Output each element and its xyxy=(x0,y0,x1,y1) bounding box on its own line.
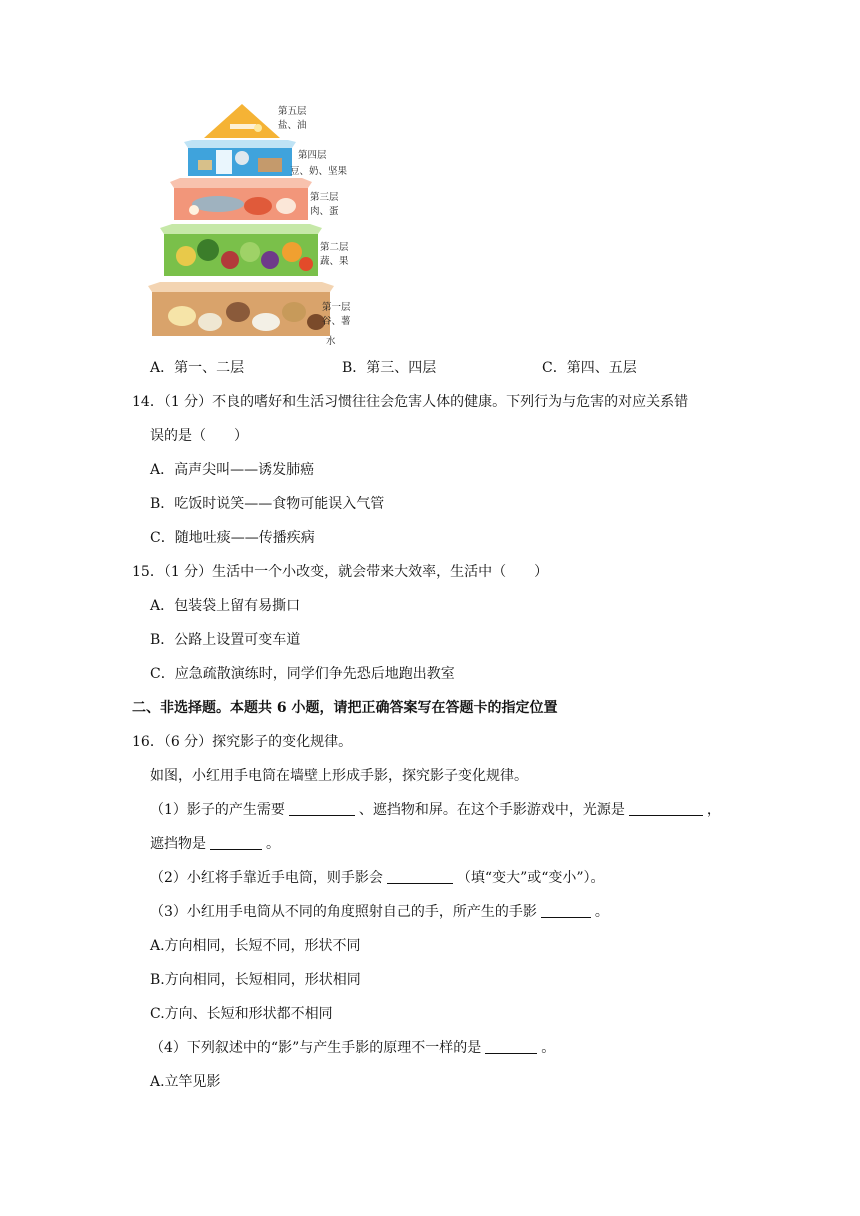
q16-intro: 如图，小红用手电筒在墙壁上形成手影，探究影子变化规律。 xyxy=(150,768,528,784)
q14-option-c: C．随地吐痰——传播疾病 xyxy=(150,530,315,546)
level-3-items: 肉、蛋 xyxy=(310,206,339,217)
q16-p3-option-b: B.方向相同，长短相同，形状相同 xyxy=(150,972,361,988)
q16-stem: 16．（6 分）探究影子的变化规律。 xyxy=(132,734,353,750)
q14-stem-line1: 14．（1 分）不良的嗜好和生活习惯往往会危害人体的健康。下列行为与危害的对应关系错 xyxy=(132,394,689,410)
q16-p1-text-a: （1）影子的产生需要 xyxy=(150,802,285,818)
level-5-name: 第五层 xyxy=(278,106,307,117)
level-2-name: 第二层 xyxy=(320,242,349,253)
q16-p1-text-e: 。 xyxy=(266,836,280,852)
q14-stem-line2: 误的是（ ） xyxy=(150,428,248,444)
answer-blank-6[interactable] xyxy=(485,1039,537,1054)
level-3-name: 第三层 xyxy=(310,192,339,203)
q16-p3-option-a: A.方向相同，长短不同，形状不同 xyxy=(150,938,361,954)
q15-option-a: A．包装袋上留有易撕口 xyxy=(150,598,301,614)
answer-blank-2[interactable] xyxy=(629,801,703,816)
level-4-name: 第四层 xyxy=(298,150,327,161)
q16-p1-text-c: ， xyxy=(706,802,721,818)
q14-option-b: B．吃饭时说笑——食物可能误入气管 xyxy=(150,496,385,512)
q15-option-b: B．公路上设置可变车道 xyxy=(150,632,301,648)
q16-p2-text-a: （2）小红将手靠近手电筒，则手影会 xyxy=(150,870,383,886)
q14-option-a: A．高声尖叫——诱发肺癌 xyxy=(150,462,315,478)
water-label: 水 xyxy=(326,336,336,347)
answer-blank-5[interactable] xyxy=(541,903,591,918)
q13-option-b: B．第三、四层 xyxy=(342,360,437,376)
q16-p4-text-a: （4）下列叙述中的“影”与产生手影的原理不一样的是 xyxy=(150,1040,482,1056)
answer-blank-4[interactable] xyxy=(387,869,453,884)
level-4-items-text: 豆、奶、坚果 xyxy=(290,166,348,177)
q15-option-c: C．应急疏散演练时，同学们争先恐后地跑出教室 xyxy=(150,666,455,682)
q16-p1-text-d: 遮挡物是 xyxy=(150,836,206,852)
answer-blank-3[interactable] xyxy=(210,835,262,850)
q13-option-c: C．第四、五层 xyxy=(542,360,637,376)
answer-blank-1[interactable] xyxy=(289,801,355,816)
q16-part4 xyxy=(150,1038,555,1058)
level-2-items: 蔬、果 xyxy=(320,256,349,267)
pyramid-level-5 xyxy=(204,104,280,138)
level-1-name: 第一层 xyxy=(322,302,351,313)
q16-p2-text-b: （填“变大”或“变小”）。 xyxy=(456,870,605,886)
section-2-heading: 二、非选择题。本题共 6 小题，请把正确答案写在答题卡的指定位置 xyxy=(132,700,558,716)
level-5-items: 盐、油 xyxy=(278,120,307,131)
q16-p1-text-b: 、遮挡物和屏。在这个手影游戏中，光源是 xyxy=(358,802,625,818)
q16-p3-option-c: C.方向、长短和形状都不相同 xyxy=(150,1006,333,1022)
q16-p3-text-b: 。 xyxy=(594,904,609,920)
q16-part3 xyxy=(150,902,609,922)
q16-part2 xyxy=(150,868,605,888)
q15-stem: 15．（1 分）生活中一个小改变，就会带来大效率，生活中（ ） xyxy=(132,564,549,580)
q16-p4-option-a: A.立竿见影 xyxy=(150,1074,221,1090)
level-1-items: 谷、薯 xyxy=(322,316,351,327)
q13-option-a: A．第一、二层 xyxy=(150,360,245,376)
food-pyramid-figure xyxy=(146,100,376,350)
q16-part1-line1 xyxy=(150,800,721,820)
q16-p3-text-a: （3）小红用手电筒从不同的角度照射自己的手，所产生的手影 xyxy=(150,904,537,920)
q16-part1-line2 xyxy=(150,834,280,854)
q16-p4-text-b: 。 xyxy=(541,1040,556,1056)
